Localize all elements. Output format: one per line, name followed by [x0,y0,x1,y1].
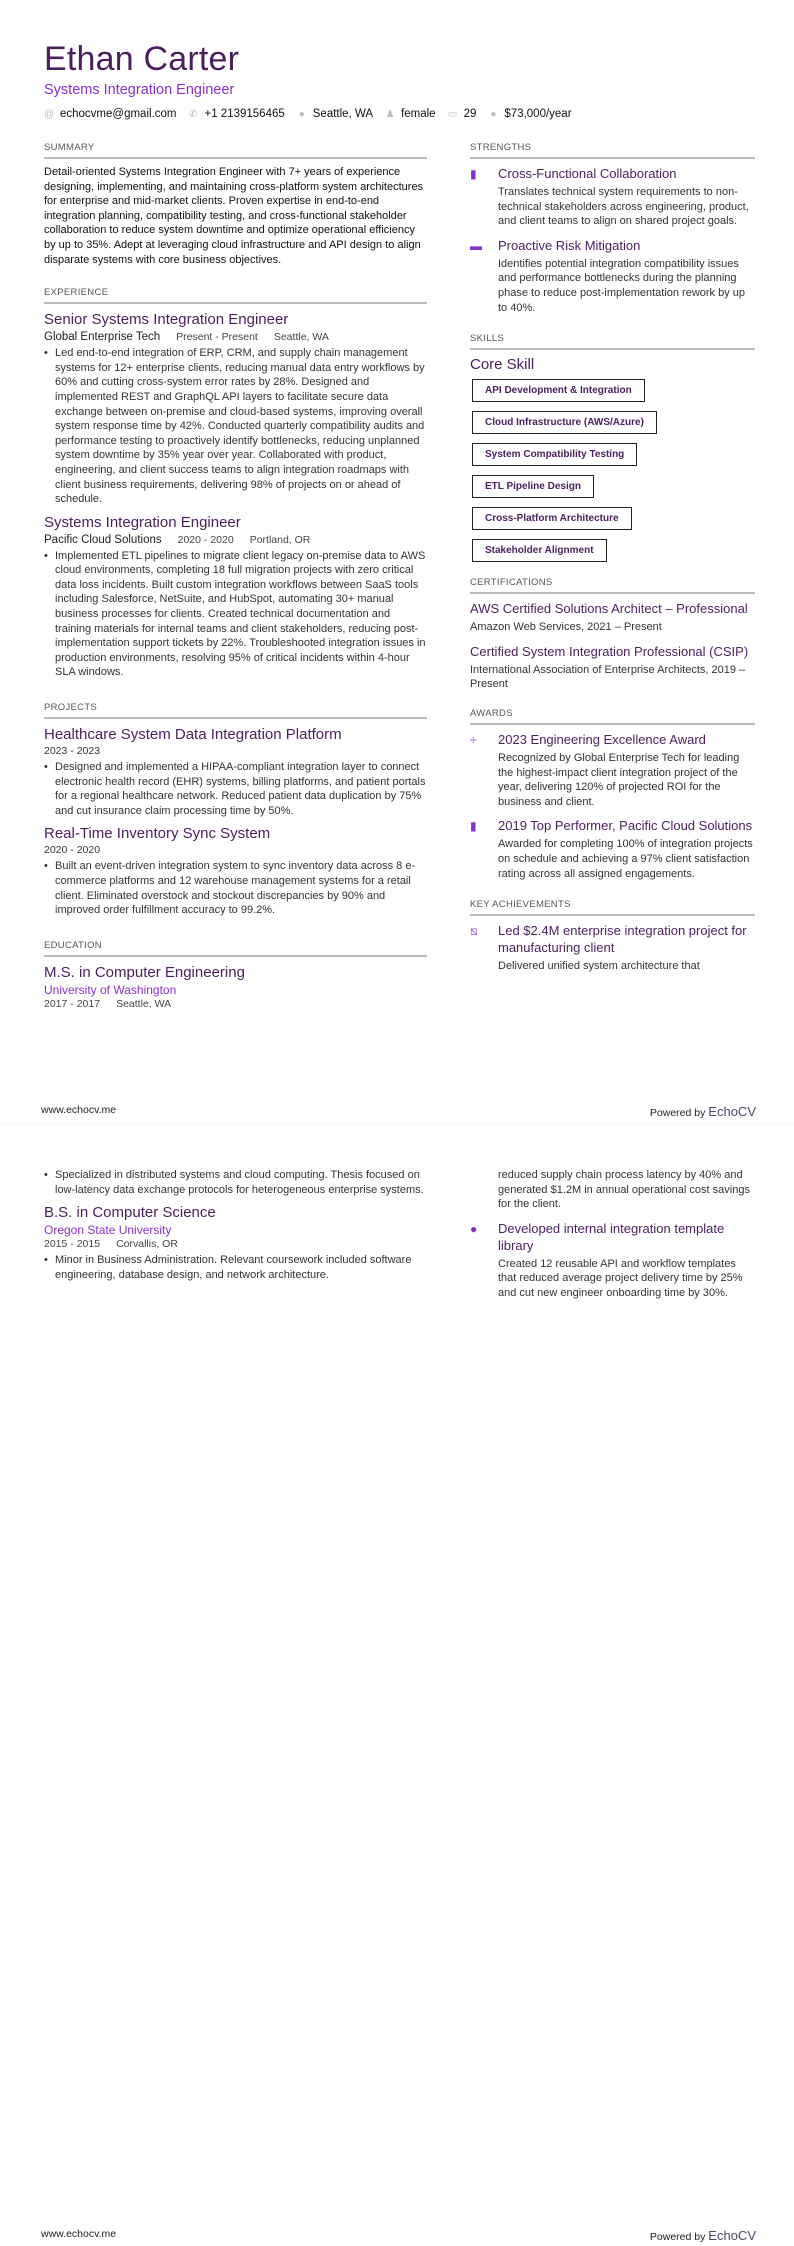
person-icon: ♟ [385,108,395,120]
award-title: 2023 Engineering Excellence Award [498,731,706,747]
phone-icon: ✆ [189,108,198,120]
contact-bar [44,108,584,120]
footer-powered [650,1104,756,1119]
project-item: Healthcare System Data Integration Platform 2023 - 2023 • Designed and implemented a HIPAA-compliant integration layer to connect electronic health record (EHR) systems, billing platforms, and patient portals for a regional healthcare network. Reduced patient data duplication by 75% and cut insurance claim processing time by 50%. [44,726,426,817]
footer-site: www.echocv.me [41,2228,117,2240]
project-title: Real-Time Inventory Sync System [44,825,271,843]
document-icon: ▮ [470,167,477,181]
email: echocvme@gmail.com [60,108,177,120]
achievement-item [470,1220,755,1301]
company: Global Enterprise Tech [44,331,161,344]
bullet: Led end-to-end integration of ERP, CRM, and supply chain management systems for 12+ enterprise clients, reducing manual data entry workflows by 60% and cutting cross-system error rates by 28%. Designed and implemented REST and GraphQL API layers to facilitate secure data exchange between on-premise and cloud-based systems, improving overall system response time by 42%. Conducted quarterly compatibility audits and performance testing to proactively identify bottlenecks, reducing unplanned system downtime by 35% year over year. Collaborated with product, engineering, and client success teams to align integration roadmaps with client business requirements, delivering 98% of projects on or ahead of schedule. [55,347,425,506]
award-desc: Recognized by Global Enterprise Tech for leading the highest-impact client integration project of the year, delivering 120% of projected ROI for the business and client. [498,751,740,808]
bullet: Designed and implemented a HIPAA-compliant integration layer to connect electronic health record (EHR) systems, billing platforms, and patient portals for a regional healthcare network. Reduced patient data duplication by 75% and cut insurance claim processing time by 50%. [55,761,426,817]
skill-tag-list [470,379,755,571]
degree: M.S. in Computer Engineering [44,963,245,981]
experience-title: Senior Systems Integration Engineer [44,311,289,329]
dates: Present - Present [176,331,258,344]
school: Oregon State University [44,1223,172,1238]
section-certifications: CERTIFICATIONS [470,577,755,594]
footer-powered [650,2228,756,2243]
gender: female [401,108,436,120]
skills-heading: Core Skill [470,356,535,374]
right-column [470,142,755,982]
strength-desc: Translates technical system requirements to non-technical stakeholders across engineering, product, and client teams to align on shared project goals. [498,186,749,228]
bookmark-off-icon: ⧅ [470,924,478,939]
dates: 2015 - 2015 [44,1238,101,1251]
money-icon: ● [490,108,497,120]
candidate-name: Ethan Carter [44,40,240,78]
strength-item [470,165,755,229]
footer-site: www.echocv.me [41,1104,117,1116]
experience-title: Systems Integration Engineer [44,513,241,531]
certification-item [470,600,755,635]
achievement-desc: Created 12 reusable API and workflow templates that reduced average project delivery time by 25% and cut new engineer onboarding time by 30%. [498,1257,743,1299]
dates: 2020 - 2020 [177,533,234,546]
company: Pacific Cloud Solutions [44,533,162,546]
achievement-title: Led $2.4M enterprise integration project for manufacturing client [498,923,747,956]
job-title: Systems Integration Engineer [44,82,235,98]
project-title: Healthcare System Data Integration Platform [44,726,342,744]
strength-title: Cross-Functional Collaboration [498,166,677,181]
section-projects: PROJECTS [44,702,427,719]
strength-item [470,237,755,315]
left-column: • Specialized in distributed systems and cloud computing. Thesis focused on low-latency data exchange protocols for heterogeneous enterprise systems. B.S. in Computer Science Oregon State University 2015 - 2015 Corvallis, OR • Minor in Business Administration. Relevant coursework included software engineering, database design, and network architecture. [44,1168,427,1288]
resume-page-2 [0,1123,794,2246]
bullet: Minor in Business Administration. Relevant coursework included software engineering, database design, and network architecture. [55,1254,412,1281]
brand-logo: EchoCV [708,1104,756,1119]
award-desc: Awarded for completing 100% of integration projects on schedule and achieving a 97% client satisfaction rating across all assigned engagements. [498,838,753,880]
school: University of Washington [44,982,177,997]
location: Portland, OR [249,533,311,546]
location: Seattle, WA [312,108,374,120]
brand-logo: EchoCV [708,2228,756,2243]
section-strengths: STRENGTHS [470,142,755,159]
skill-tag: Cloud Infrastructure (AWS/Azure) [472,411,657,434]
achievement-desc: Delivered unified system architecture that [498,960,700,973]
skill-tag: API Development & Integration [472,379,645,402]
project-item: Real-Time Inventory Sync System 2020 - 2020 • Built an event-driven integration system to sync inventory data across 8 e-commerce platforms and 12 warehouse management systems for a retail client. Eliminated overstock and stockout discrepancies by 90% and improved order fulfillment accuracy to 99.2%. [44,824,427,917]
location: Seattle, WA [116,997,172,1010]
skill-tag: Stakeholder Alignment [472,539,607,562]
section-awards: AWARDS [470,708,755,725]
left-column [44,142,427,1013]
achievement-desc: reduced supply chain process latency by 40% and generated $1.2M in annual operational cost savings for the client. [498,1169,750,1211]
experience-item: Systems Integration Engineer Pacific Cloud Solutions 2020 - 2020 Portland, OR • Implemented ETL pipelines to migrate client legacy on-premise data to AWS cloud environments, completing 18 full migration projects with zero critical data loss incidents. Built custom integration workflows between SaaS tools including Salesforce, NetSuite, and HubSpot, automating 30+ manual business processes for clients. Created technical documentation and training materials for internal teams and client stakeholders, reducing post-implementation support tickets by 22%. Troubleshooted integration issues in production environments, resolving 95% of critical incidents within 4-hour SLA windows. [44,513,426,679]
cert-title: Certified System Integration Professional (CSIP) [470,643,749,659]
strength-desc: Identifies potential integration compatibility issues and performance bottlenecks during the planning phase to reduce post-implementation rework by up to 40%. [498,257,746,314]
bullet: Specialized in distributed systems and cloud computing. Thesis focused on low-latency data exchange protocols for heterogeneous enterprise systems. [55,1169,424,1196]
right-column [470,1168,755,1309]
salary: $73,000/year [504,108,572,120]
powered-by: Powered by [649,1107,706,1119]
section-key-achievements: KEY ACHIEVEMENTS [470,899,755,916]
skill-tag: System Compatibility Testing [472,443,637,466]
bullet: Built an event-driven integration system to sync inventory data across 8 e-commerce platforms and 12 warehouse management systems for a retail client. Eliminated overstock and stockout discrepancies by 90% and improved order fulfillment accuracy to 99.2%. [55,860,416,917]
dates: 2017 - 2017 [44,997,101,1010]
section-experience: EXPERIENCE [44,287,427,304]
experience-item: Senior Systems Integration Engineer Global Enterprise Tech Present - Present Seattle, WA • Led end-to-end integration of ERP, CRM, and supply chain management systems for 12+ enterprise clients, reducing manual data entry workflows by 60% and cutting cross-system error rates by 28%. Designed and implemented REST and GraphQL API layers to facilitate secure data exchange between on-premise and cloud-based systems, improving overall system response time by 42%. Conducted quarterly compatibility audits and performance testing to proactively identify bottlenecks, reducing unplanned system downtime by 35% year over year. Collaborated with product, engineering, and client success teams to align integration roadmaps with client business requirements, delivering 98% of projects on or ahead of schedule. [44,310,427,507]
calendar-icon: ▭ [447,108,458,120]
bullet: Implemented ETL pipelines to migrate client legacy on-premise data to AWS cloud environments, completing 18 full migration projects with zero critical data loss incidents. Built custom integration workflows between SaaS tools including Salesforce, NetSuite, and HubSpot, automating 30+ manual business processes for clients. Created technical documentation and training materials for internal teams and client stakeholders, reducing post-implementation support tickets by 22%. Troubleshooted integration issues in production environments, resolving 95% of critical incidents within 4-hour SLA windows. [55,549,426,679]
location: Seattle, WA [273,331,329,344]
cert-issuer: International Association of Enterprise Architects, 2019 – Present [470,663,746,691]
powered-by: Powered by [649,2231,706,2243]
award-item [470,817,755,881]
cert-title: AWS Certified Solutions Architect – Professional [470,601,748,617]
certification-item [470,643,755,692]
at-icon: @ [44,108,55,120]
divide-icon: ÷ [470,732,477,747]
chat-bubble-icon: ● [470,1221,478,1236]
award-item [470,731,755,809]
achievement-item [470,922,755,974]
cert-issuer: Amazon Web Services, 2021 – Present [470,621,662,634]
degree: B.S. in Computer Science [44,1204,216,1222]
skill-tag: ETL Pipeline Design [472,475,594,498]
card-icon: ▬ [470,238,482,253]
section-skills: SKILLS [470,333,755,350]
project-dates: 2020 - 2020 [44,844,101,857]
document-icon: ▮ [470,819,477,834]
award-title: 2019 Top Performer, Pacific Cloud Solutions [498,818,753,834]
age: 29 [463,108,477,120]
project-dates: 2023 - 2023 [44,745,101,758]
summary-text: Detail-oriented Systems Integration Engineer with 7+ years of experience designing, implementing, and maintaining cross-platform system architectures for enterprise and mid-market clients. Proven expertise in end-to-end integration planning, compatibility testing, and cross-functional stakeholder collaboration to reduce system downtime and optimize operational efficiency by up to 35%. Adept at leveraging cloud infrastructure and API design to align disparate systems with core business objectives. [44,166,424,266]
section-education: EDUCATION [44,940,427,957]
achievement-continued [470,1168,755,1212]
strength-title: Proactive Risk Mitigation [498,237,641,253]
location-icon: ● [298,108,305,120]
location: Corvallis, OR [116,1238,178,1251]
skill-tag: Cross-Platform Architecture [472,507,632,530]
achievement-title: Developed internal integration template library [498,1220,725,1253]
phone: +1 2139156465 [204,108,285,120]
section-summary: SUMMARY [44,142,427,159]
